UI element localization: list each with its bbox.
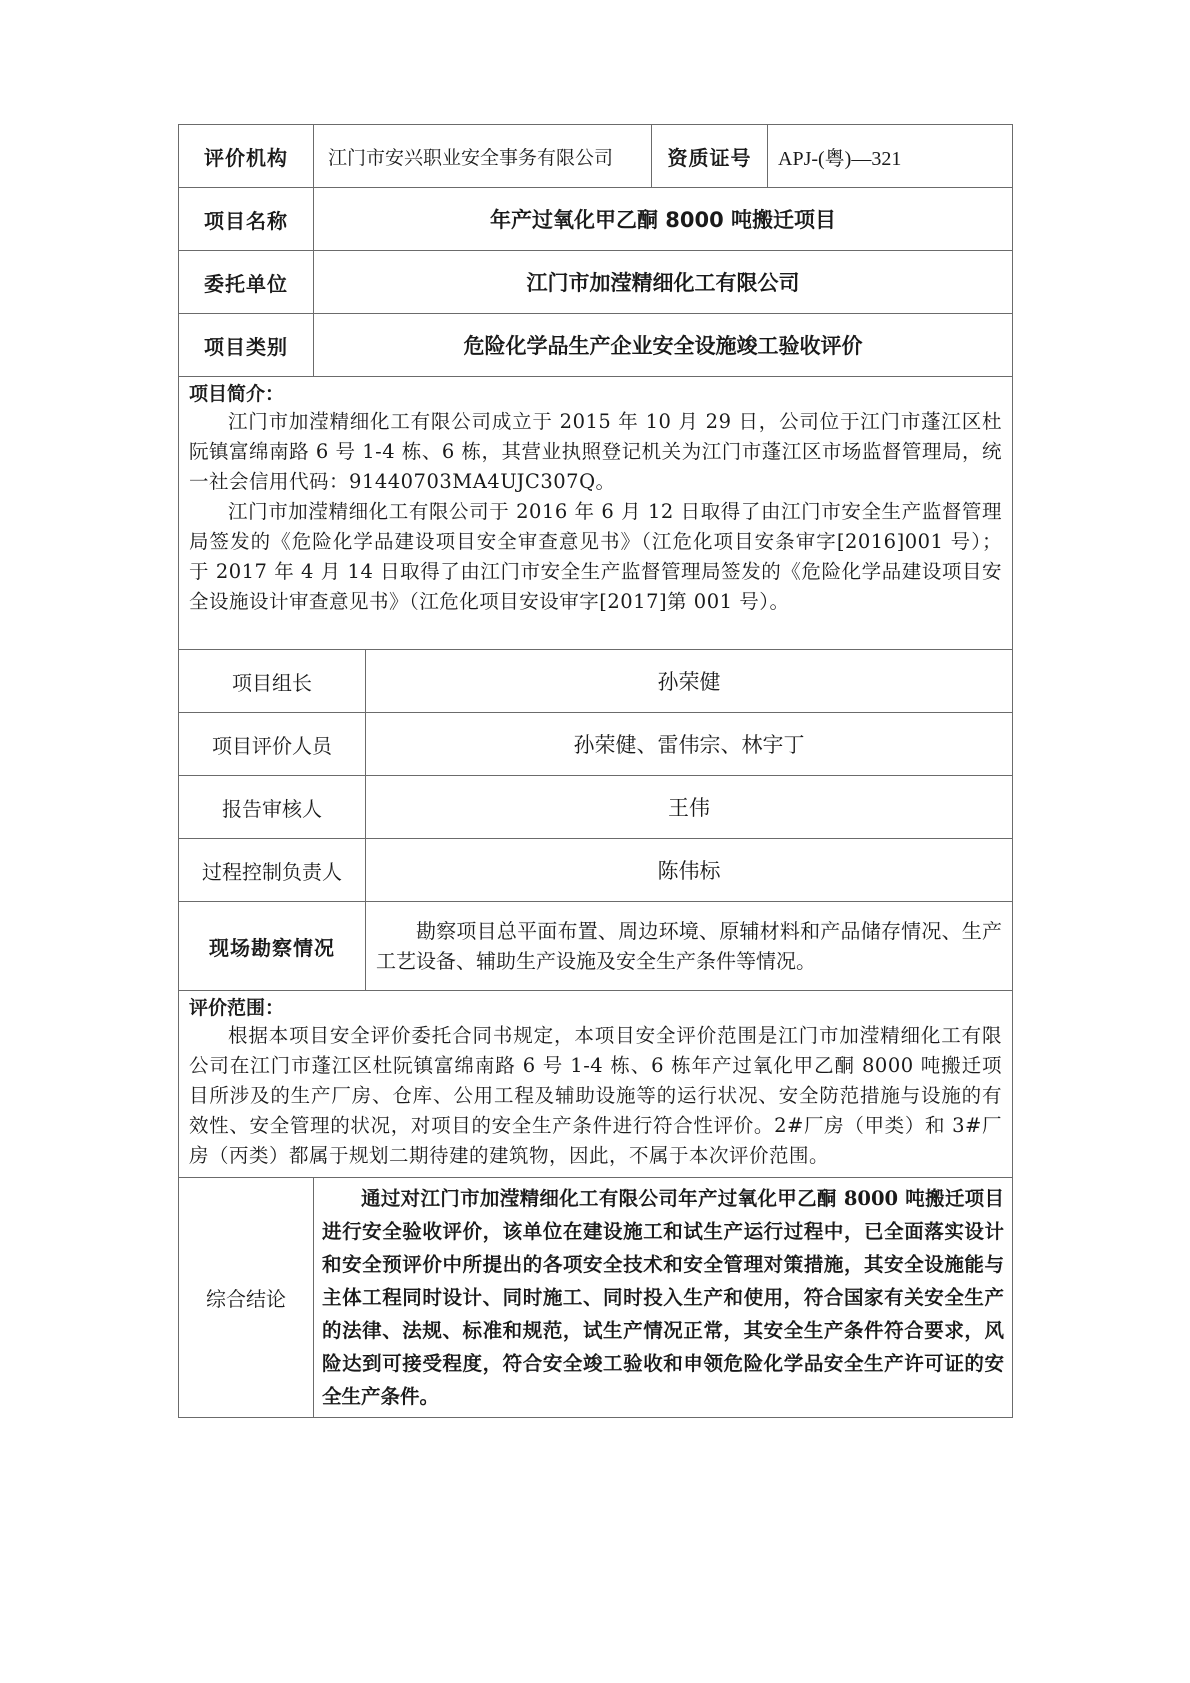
process-controller-value: 陈伟标 <box>366 839 1013 902</box>
row-client <box>179 251 1013 314</box>
client-label: 委托单位 <box>179 251 314 314</box>
client-value: 江门市加滢精细化工有限公司 <box>314 251 1013 314</box>
row-process-controller <box>179 839 1013 902</box>
evaluation-summary-table <box>178 124 1013 1418</box>
row-team-leader <box>179 650 1013 713</box>
row-project-name <box>179 188 1013 251</box>
evaluation-scope-title: 评价范围： <box>189 997 285 1019</box>
row-evaluators <box>179 713 1013 776</box>
project-category-value: 危险化学品生产企业安全设施竣工验收评价 <box>314 314 1013 377</box>
reviewer-value: 王伟 <box>366 776 1013 839</box>
qualification-label: 资质证号 <box>652 125 768 188</box>
evaluators-label: 项目评价人员 <box>179 713 366 776</box>
evaluation-scope-section <box>179 991 1013 1178</box>
row-evaluation-agency <box>179 125 1013 188</box>
project-intro-paragraph: 江门市加滢精细化工有限公司于 2016 年 6 月 12 日取得了由江门市安全生产监督管理局签发的《危险化学品建设项目安全审查意见书》（江危化项目安条审字[2016]001 号）；于 2017 年 4 月 14 日取得了由江门市安全生产监督管理局签发的《危险化学品建设项目安全设施设计审查意见书》（江危化项目安设审字[2017]第 001 号）。 <box>189 500 1003 613</box>
row-site-survey <box>179 902 1013 991</box>
row-reviewer <box>179 776 1013 839</box>
conclusion-text: 通过对江门市加滢精细化工有限公司年产过氧化甲乙酮 8000 吨搬迁项目进行安全验收评价，该单位在建设施工和试生产运行过程中，已全面落实设计和安全预评价中所提出的各项安全技术和安全管理对策措施，其安全设施能与主体工程同时设计、同时施工、同时投入生产和使用，符合国家有关安全生产的法律、法规、标准和规范，试生产情况正常，其安全生产条件符合要求，风险达到可接受程度，符合安全竣工验收和申领危险化学品安全生产许可证的安全生产条件。 <box>314 1178 1013 1418</box>
team-leader-value: 孙荣健 <box>366 650 1013 713</box>
project-intro-section <box>179 377 1013 650</box>
project-name-label: 项目名称 <box>179 188 314 251</box>
evaluation-agency-label: 评价机构 <box>179 125 314 188</box>
row-evaluation-scope <box>179 991 1013 1178</box>
project-category-label: 项目类别 <box>179 314 314 377</box>
team-leader-label: 项目组长 <box>179 650 366 713</box>
row-project-intro <box>179 377 1013 650</box>
conclusion-label: 综合结论 <box>179 1178 314 1418</box>
qualification-value: APJ-(粤)—321 <box>768 125 1013 188</box>
site-survey-value: 勘察项目总平面布置、周边环境、原辅材料和产品储存情况、生产工艺设备、辅助生产设施及安全生产条件等情况。 <box>366 902 1013 991</box>
row-project-category <box>179 314 1013 377</box>
row-conclusion <box>179 1178 1013 1418</box>
evaluation-agency-value: 江门市安兴职业安全事务有限公司 <box>314 125 652 188</box>
project-intro-paragraph: 江门市加滢精细化工有限公司成立于 2015 年 10 月 29 日，公司位于江门市蓬江区杜阮镇富绵南路 6 号 1-4 栋、6 栋，其营业执照登记机关为江门市蓬江区市场监督管理局，统一社会信用代码：91440703MA4UJC307Q。 <box>189 410 1003 493</box>
reviewer-label: 报告审核人 <box>179 776 366 839</box>
project-name-value: 年产过氧化甲乙酮 8000 吨搬迁项目 <box>314 188 1013 251</box>
evaluators-value: 孙荣健、雷伟宗、林宇丁 <box>366 713 1013 776</box>
process-controller-label: 过程控制负责人 <box>179 839 366 902</box>
evaluation-scope-text: 根据本项目安全评价委托合同书规定，本项目安全评价范围是江门市加滢精细化工有限公司在江门市蓬江区杜阮镇富绵南路 6 号 1-4 栋、6 栋年产过氧化甲乙酮 8000 吨搬迁项目所涉及的生产厂房、仓库、公用工程及辅助设施等的运行状况、安全防范措施与设施的有效性、安全管理的状况，对项目的安全生产条件进行符合性评价。2#厂房（甲类）和 3#厂房（丙类）都属于规划二期待建的建筑物，因此，不属于本次评价范围。 <box>189 1024 1003 1167</box>
project-intro-title: 项目简介： <box>189 383 285 405</box>
site-survey-label: 现场勘察情况 <box>179 902 366 991</box>
